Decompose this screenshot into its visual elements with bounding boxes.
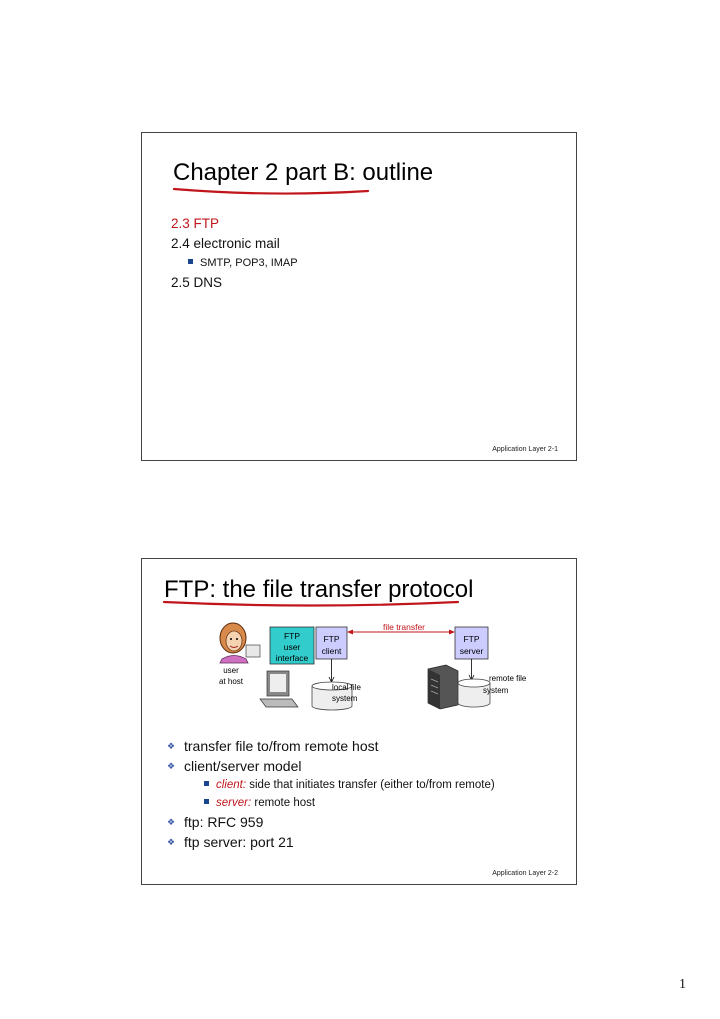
bullet-item [167, 759, 302, 773]
bullet-text: ftp: RFC 959 [184, 814, 264, 830]
server-tower-icon [428, 665, 458, 709]
ui-box-line1: FTP [283, 631, 301, 641]
ui-box-line2: user [283, 642, 301, 652]
ui-box-line3: interface [275, 653, 309, 663]
page-number: 1 [679, 977, 686, 992]
diamond-bullet-icon: ❖ [167, 761, 176, 771]
server-box-line1: FTP [463, 634, 480, 644]
bullet-item [167, 835, 294, 849]
diamond-bullet-icon: ❖ [167, 837, 176, 847]
title-underline-swoosh [172, 187, 372, 197]
outline-item-ftp: 2.3 FTP [171, 216, 220, 231]
sub-bullet-text: side that initiates transfer (either to/from remote) [249, 779, 495, 791]
slide-outline [141, 132, 577, 461]
remote-fs-line1: remote file [489, 674, 527, 683]
user-label-line1: user [223, 666, 239, 675]
sub-bullet-text: remote host [254, 797, 316, 809]
client-box-line2: client [321, 646, 342, 656]
bullet-text: client/server model [184, 758, 302, 774]
user-avatar-icon [220, 623, 260, 663]
square-bullet-icon [204, 799, 209, 804]
slide-title: FTP: the file transfer protocol [164, 576, 474, 603]
outline-subitem [188, 257, 298, 269]
outline-item-dns: 2.5 DNS [171, 275, 223, 290]
slide-footer: Application Layer 2-1 [492, 446, 558, 453]
sub-bullet-item [204, 780, 495, 792]
diamond-bullet-icon: ❖ [167, 741, 176, 751]
file-transfer-label: file transfer [382, 622, 426, 632]
user-label-line2: at host [218, 677, 244, 686]
sub-bullet-term: client: [216, 779, 247, 791]
computer-icon [260, 671, 298, 707]
square-bullet-icon [204, 781, 209, 786]
bullet-item [167, 739, 379, 753]
bullet-text: transfer file to/from remote host [184, 738, 379, 754]
outline-item-email: 2.4 electronic mail [171, 236, 280, 251]
outline-subitem-text: SMTP, POP3, IMAP [200, 257, 298, 269]
slide-ftp [141, 558, 577, 885]
slide-footer: Application Layer 2-2 [492, 870, 558, 877]
sub-bullet-item [204, 798, 315, 810]
square-bullet-icon [188, 259, 193, 264]
bullet-item [167, 815, 263, 829]
remote-fs-line2: system [483, 686, 509, 695]
sub-bullet-term: server: [216, 797, 252, 809]
slide-title: Chapter 2 part B: outline [173, 159, 434, 186]
client-box-line1: FTP [323, 634, 340, 644]
bullet-text: ftp server: port 21 [184, 834, 294, 850]
diamond-bullet-icon: ❖ [167, 817, 176, 827]
server-box-line2: server [459, 646, 484, 656]
local-fs-line2: system [332, 694, 358, 703]
local-fs-line1: local file [332, 683, 361, 692]
